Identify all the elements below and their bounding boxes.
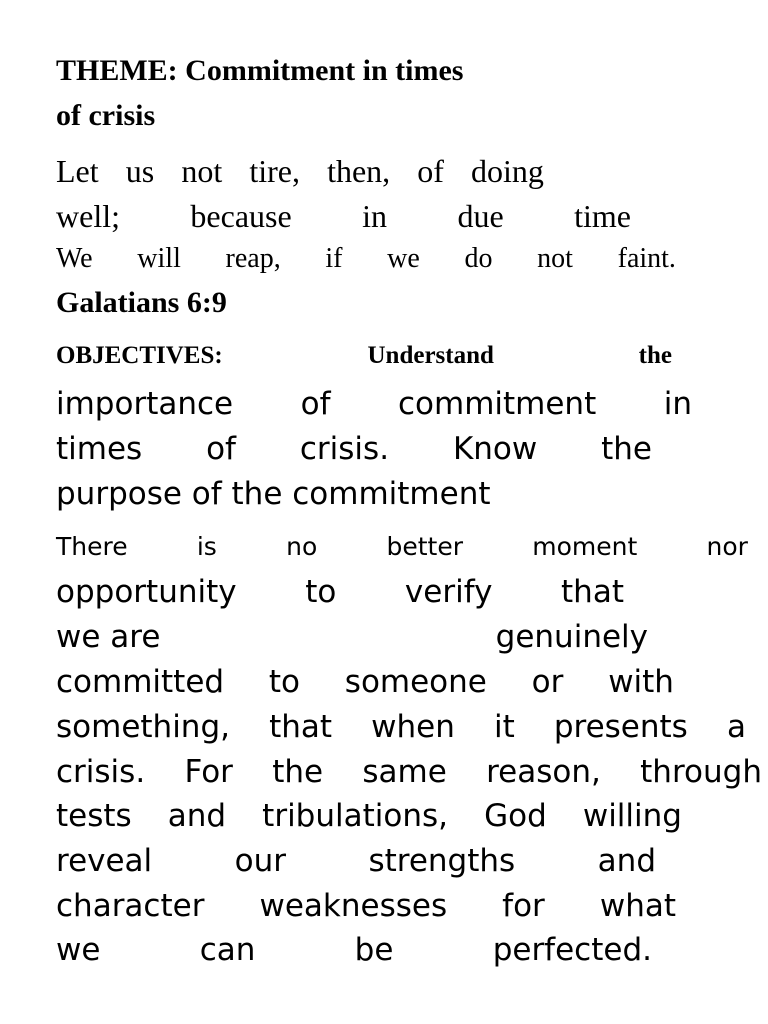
word: we <box>56 932 101 968</box>
word: time <box>574 198 631 234</box>
word: we <box>387 243 420 274</box>
word: willing <box>582 798 682 834</box>
word: to <box>268 664 300 700</box>
theme-heading-text: of crisis <box>56 99 156 132</box>
word: in <box>663 386 692 422</box>
word: There <box>56 532 128 561</box>
word: tribulations, <box>262 798 449 834</box>
body-line-5 <box>56 709 746 745</box>
word: the <box>638 342 672 369</box>
word: commitment <box>397 386 597 422</box>
word: crisis. <box>299 431 390 467</box>
word: for <box>502 888 545 924</box>
word: opportunity <box>56 574 237 610</box>
word: will <box>137 243 181 274</box>
verse-line-1 <box>56 153 544 190</box>
objectives-line-4 <box>56 476 576 512</box>
word: someone <box>344 664 487 700</box>
body-line-6 <box>56 754 762 790</box>
word: us <box>125 153 155 189</box>
word: tire, <box>249 153 300 189</box>
word: character <box>56 888 205 924</box>
word: and <box>167 798 227 834</box>
word: perfected. <box>492 932 652 968</box>
word: For <box>184 754 233 790</box>
objectives-line-3 <box>56 431 652 467</box>
word: to <box>305 574 337 610</box>
word: God <box>484 798 547 834</box>
word: doing <box>471 153 544 189</box>
body-line-4 <box>56 664 674 700</box>
theme-heading-line-2 <box>56 99 256 133</box>
word: due <box>457 198 504 234</box>
word: we are <box>56 619 161 655</box>
word: of <box>300 386 331 422</box>
word: or <box>531 664 564 700</box>
theme-heading-text: THEME: Commitment in times <box>56 54 464 87</box>
theme-heading-line-1 <box>56 54 544 88</box>
word: importance <box>56 386 234 422</box>
word: because <box>190 198 292 234</box>
verse-line-3 <box>56 243 676 275</box>
word: times <box>56 431 143 467</box>
word: a <box>726 709 746 745</box>
word: the <box>272 754 324 790</box>
word: when <box>371 709 455 745</box>
word: purpose of the commitment <box>56 476 491 512</box>
word: verify <box>404 574 493 610</box>
word: our <box>234 843 286 879</box>
body-line-10 <box>56 932 652 968</box>
word: reap, <box>225 243 281 274</box>
word: with <box>608 664 674 700</box>
word: presents <box>553 709 688 745</box>
word: reason, <box>486 754 601 790</box>
word: reveal <box>56 843 153 879</box>
word: Know <box>452 431 538 467</box>
word: same <box>362 754 447 790</box>
objectives-line-1 <box>56 342 672 370</box>
word: can <box>199 932 256 968</box>
word: faint. <box>617 243 676 274</box>
word: in <box>362 198 388 234</box>
word: through <box>640 754 762 790</box>
word: something, <box>56 709 230 745</box>
word: tests <box>56 798 132 834</box>
word: better <box>386 532 463 561</box>
word: what <box>599 888 676 924</box>
body-line-7 <box>56 798 682 834</box>
word: strengths <box>368 843 516 879</box>
word: do <box>464 243 493 274</box>
word: then, <box>327 153 391 189</box>
word: it <box>493 709 515 745</box>
objectives-line-2 <box>56 386 692 422</box>
word: no <box>286 532 318 561</box>
word: genuinely <box>495 619 648 655</box>
body-line-9 <box>56 888 676 924</box>
word: the <box>601 431 652 467</box>
body-line-2 <box>56 574 624 610</box>
body-line-8 <box>56 843 656 879</box>
word: that <box>269 709 333 745</box>
word: is <box>196 532 217 561</box>
word: moment <box>532 532 638 561</box>
word: We <box>56 243 93 274</box>
word: be <box>354 932 394 968</box>
body-line-3 <box>56 619 648 655</box>
word: crisis. <box>56 754 146 790</box>
word: that <box>561 574 624 610</box>
verse-reference <box>56 286 316 320</box>
word: nor <box>706 532 748 561</box>
verse-line-2 <box>56 198 631 235</box>
document-page <box>56 0 768 1024</box>
objectives-label: OBJECTIVES: <box>56 342 223 369</box>
reference-text: Galatians 6:9 <box>56 286 227 319</box>
word: committed <box>56 664 225 700</box>
word: and <box>597 843 656 879</box>
word: well; <box>56 198 120 234</box>
word: not <box>181 153 223 189</box>
word: of <box>206 431 236 467</box>
word: weaknesses <box>259 888 448 924</box>
word: if <box>325 243 343 274</box>
word: Understand <box>367 342 494 369</box>
word: Let <box>56 153 99 189</box>
body-line-1 <box>56 532 748 561</box>
word: of <box>417 153 444 189</box>
word: not <box>537 243 573 274</box>
